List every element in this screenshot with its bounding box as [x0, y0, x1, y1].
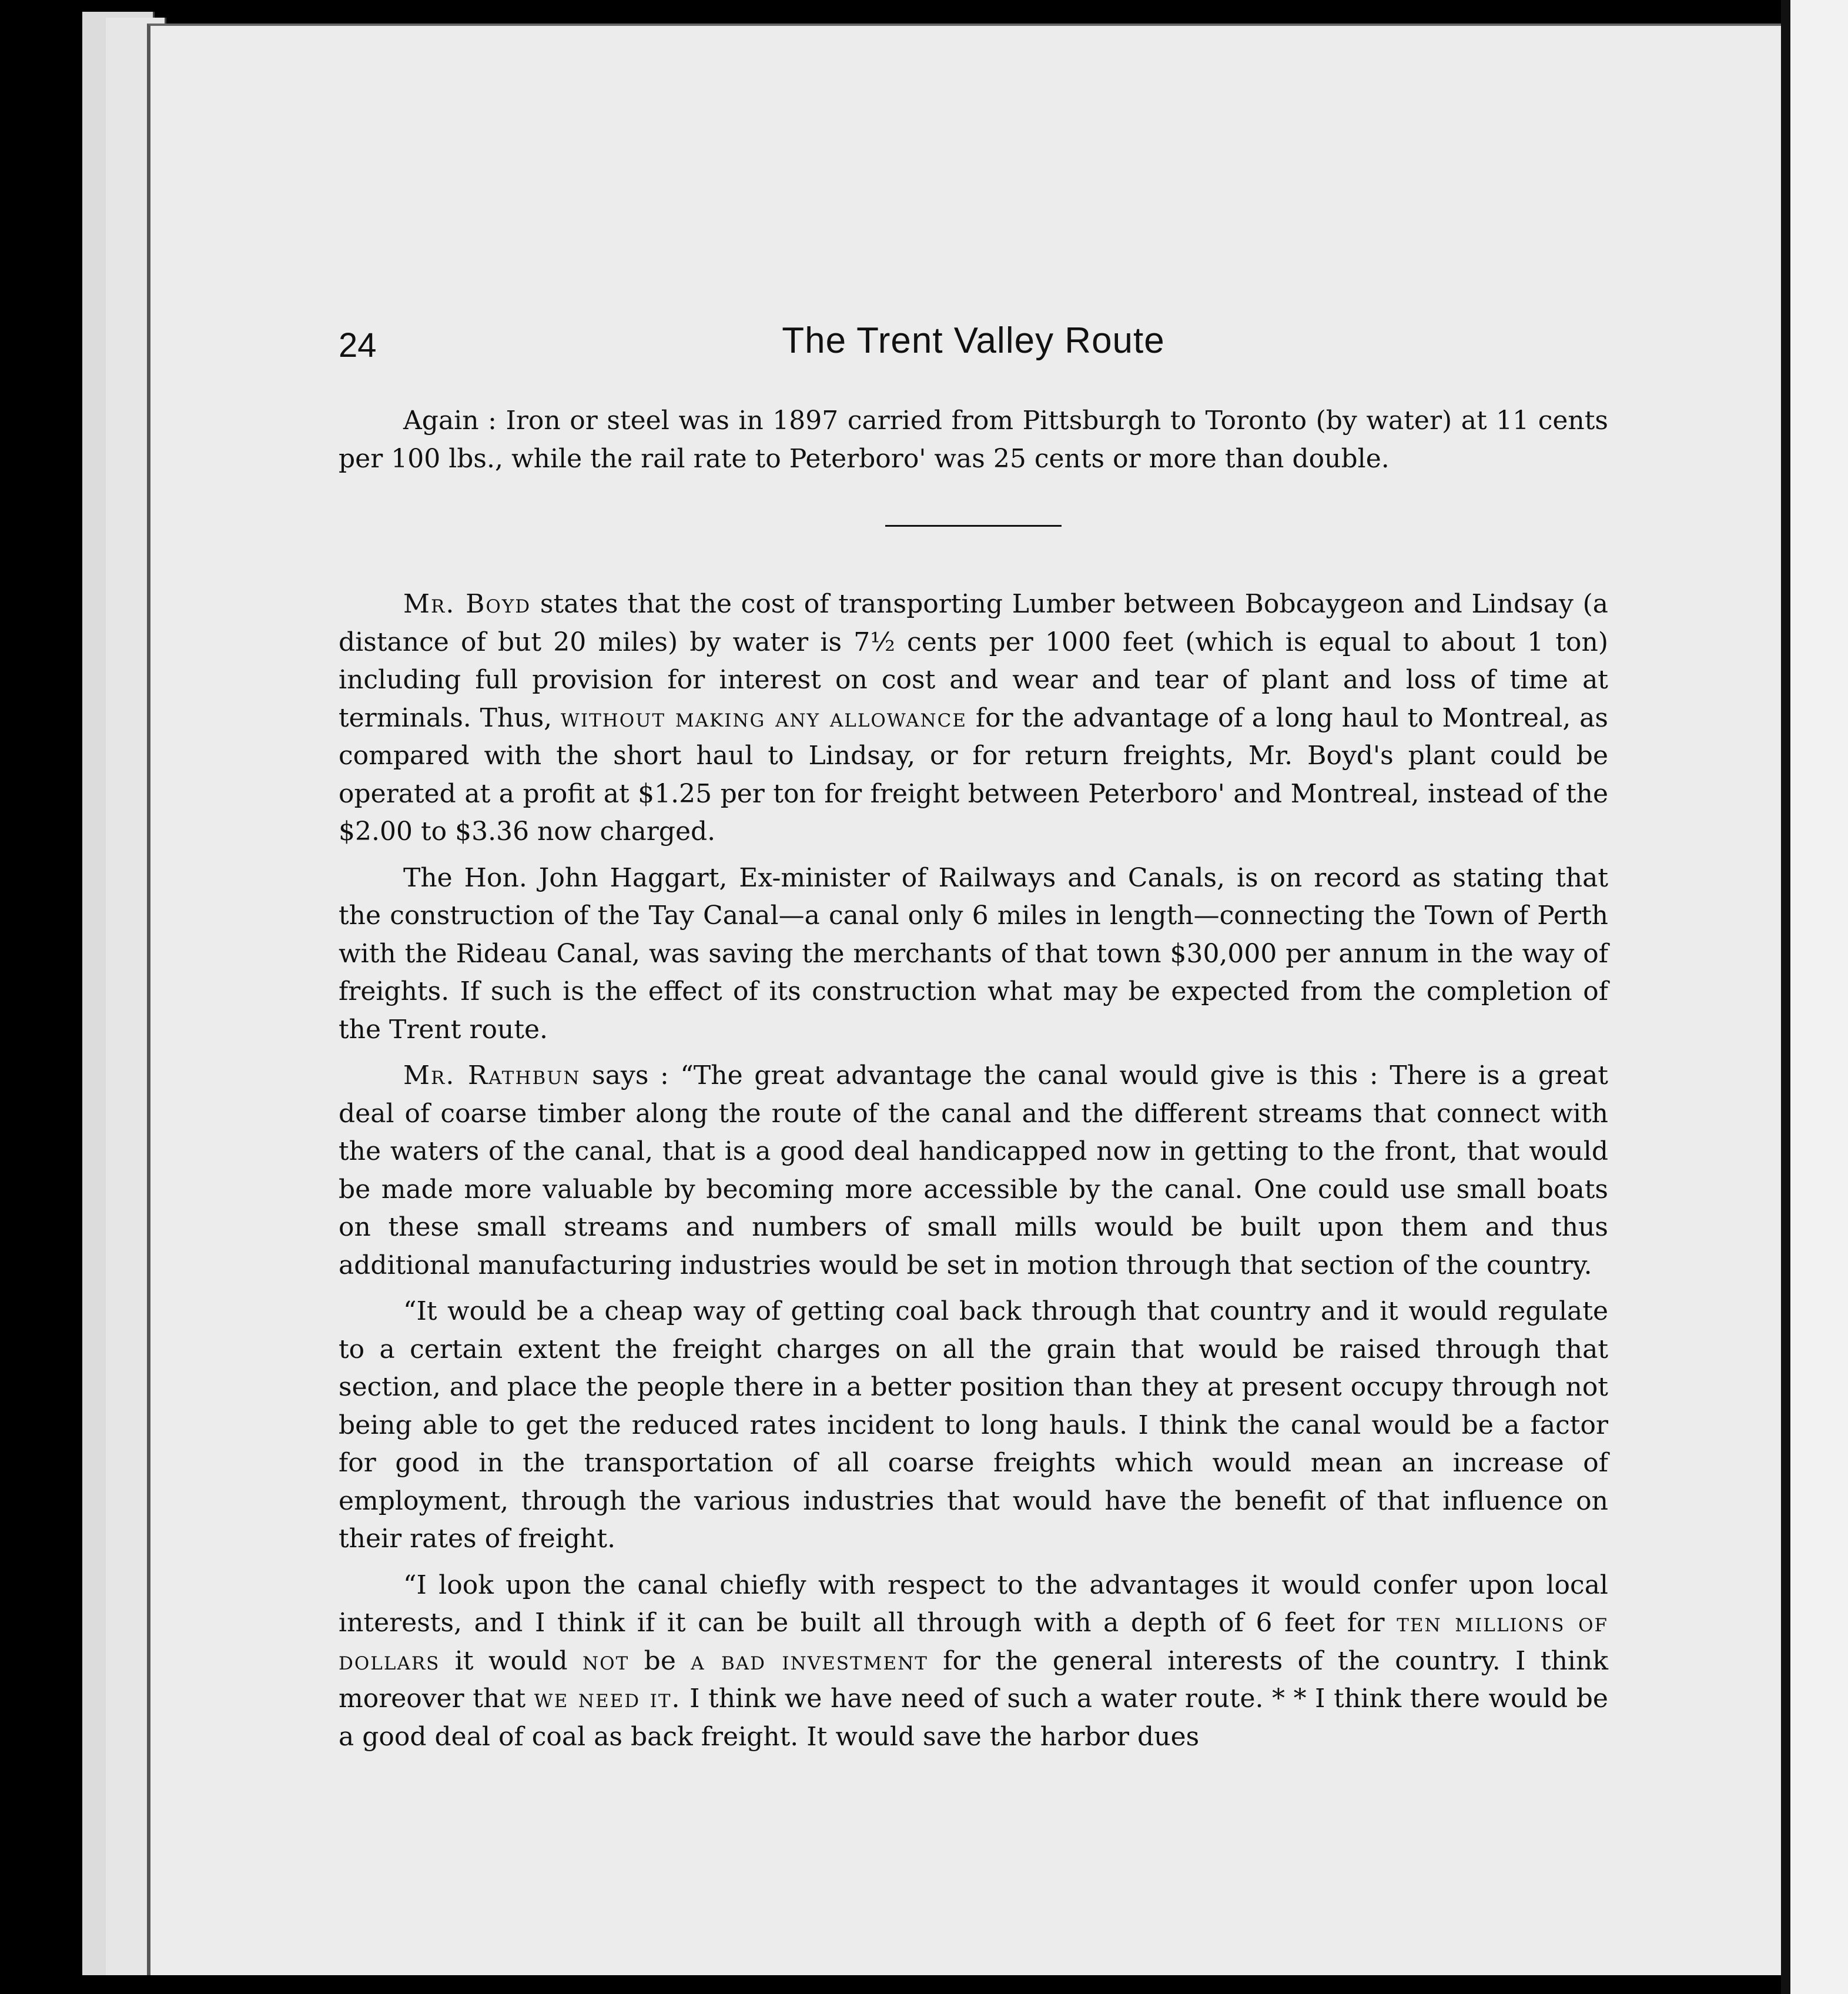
small-caps-text: we need it. — [534, 1684, 681, 1714]
paragraph-text: says : “The great advantage the canal would give is this : There is a great deal of coarse timber along the route of the canal and the different streams that connect with the waters of the canal, that is a good deal handicapped now in getting to the front, that would be made more valuable by becoming more accessible by the canal. One could use small boats on these small streams and numbers of small mills would be built upon them and thus additional manufacturing industries would be set in motion through that section of the country. — [339, 1060, 1608, 1280]
gutter-shadow — [1781, 0, 1790, 1994]
small-caps-text: Mr. Rathbun — [403, 1060, 581, 1090]
facing-page-sliver — [1787, 0, 1848, 1994]
page-number: 24 — [339, 326, 377, 364]
running-title: The Trent Valley Route — [782, 320, 1165, 361]
small-caps-text: without making any allowance — [560, 702, 967, 733]
paragraph-text: I think we have need of such a water route. * * I think there would be a good deal of coal as back freight. It would save the harbor dues — [339, 1684, 1608, 1752]
book-page — [147, 24, 1781, 1975]
paragraph-text: for the advantage of a long haul to Montreal, as compared with the short haul to Lindsay, or for return freights, Mr. Boyd's plant could be operated at a profit at $1.25 per ton for freight between Peterboro' and Montreal, instead of the $2.00 to $3.36 now charged. — [339, 702, 1608, 847]
page-content — [339, 308, 1608, 1764]
small-caps-text: not — [582, 1645, 630, 1676]
paragraph-p1 — [339, 402, 1608, 478]
paragraph-text: for the general interests of the country. I think moreover that — [339, 1645, 1608, 1714]
paragraph-text: The Hon. John Haggart, Ex-minister of Railways and Canals, is on record as stating that the construction of the Tay Canal—a canal only 6 miles in length—connecting the Town of Perth with the Rideau Canal, was saving the merchants of that town $30,000 per annum in the way of freights. If such is the effect of its construction what may be expected from the completion of the Trent route. — [339, 862, 1608, 1045]
paragraph-text: states that the cost of transporting Lumber between Bobcaygeon and Lindsay (a distance of but 20 miles) by water is 7½ cents per 1000 feet (which is equal to about 1 ton) including full provision for interest on cost and wear and tear of plant and loss of time at terminals. Thus, — [339, 589, 1608, 733]
section-divider — [885, 525, 1062, 527]
paragraph-p4 — [339, 1057, 1608, 1284]
small-caps-text: a bad investment — [691, 1645, 928, 1676]
paragraph-p2 — [339, 586, 1608, 851]
paragraph-p3 — [339, 859, 1608, 1049]
paragraph-text: Again : Iron or steel was in 1897 carried from Pittsburgh to Toronto (by water) at 11 cents per 100 lbs., while the rail rate to Peterboro' was 25 cents or more than double. — [339, 406, 1608, 474]
small-caps-text: Mr. Boyd — [403, 589, 531, 619]
small-caps-text: ten millions of dollars — [339, 1608, 1608, 1676]
paragraph-p6 — [339, 1567, 1608, 1757]
paragraph-text: “It would be a cheap way of getting coal back through that country and it would regulate to a certain extent the freight charges on all the grain that would be raised through that section, and place the people there in a better position than they at present occupy through not being able to get the reduced rates incident to long hauls. I think the canal would be a factor for good in the transportation of all coarse freights which would mean an increase of employment, through the various industries that would have the benefit of that influence on their rates of freight. — [339, 1296, 1608, 1554]
paragraph-text: “I look upon the canal chiefly with respect to the advantages it would confer upon local interests, and I think if it can be built all through with a depth of 6 feet for — [339, 1570, 1608, 1638]
paragraph-p5 — [339, 1293, 1608, 1558]
paragraph-text: be — [629, 1645, 691, 1676]
page-header — [339, 308, 1608, 379]
paragraph-text: it would — [440, 1645, 583, 1676]
